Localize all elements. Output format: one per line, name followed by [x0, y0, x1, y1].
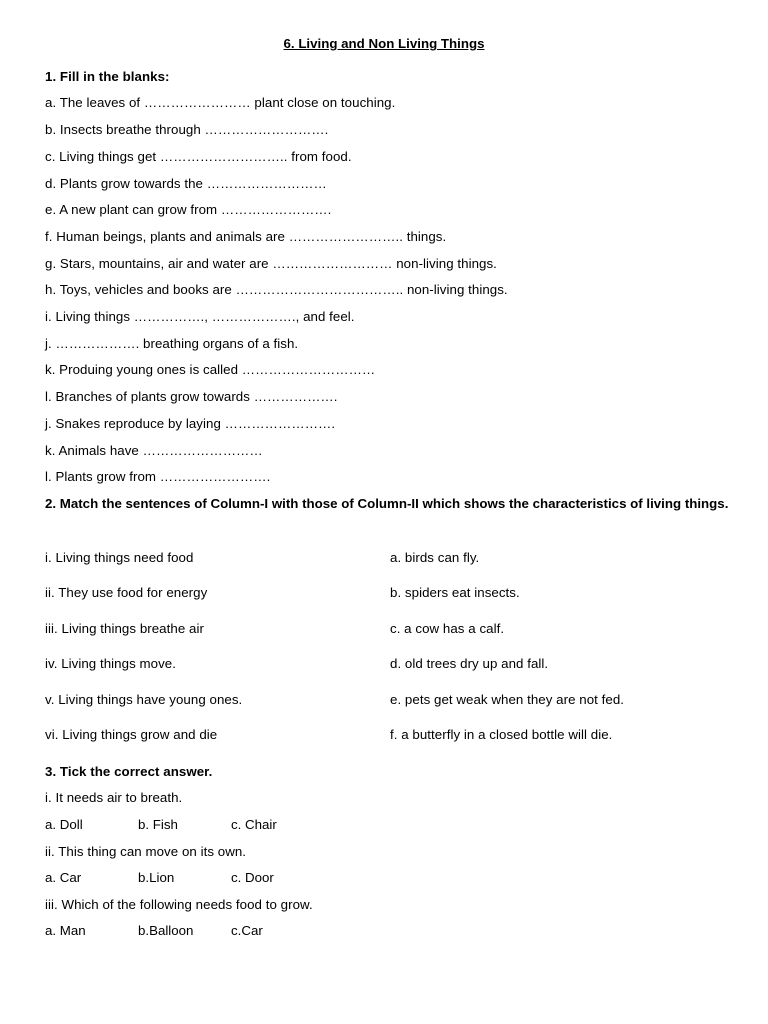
- section-2-heading: 2. Match the sentences of Column-I with those of Column-II which shows the characteristics of living things.: [45, 496, 729, 511]
- column-2-item: b. spiders eat insects.: [390, 585, 520, 600]
- column-1-item: ii. They use food for energy: [45, 585, 208, 600]
- blank-item: k. Animals have ………………………: [45, 443, 263, 458]
- answer-option[interactable]: b. Fish: [138, 817, 178, 832]
- column-1-item: iv. Living things move.: [45, 656, 176, 671]
- blank-item: l. Plants grow from …………………….: [45, 469, 271, 484]
- column-1-item: vi. Living things grow and die: [45, 727, 218, 742]
- column-2-item: e. pets get weak when they are not fed.: [390, 692, 625, 707]
- blank-item: i. Living things ……………., ………………., and feel.: [45, 309, 355, 324]
- blank-item: k. Produing young ones is called …………………………: [45, 362, 376, 377]
- blank-item: g. Stars, mountains, air and water are ……………………… non-living things.: [45, 256, 497, 271]
- blank-item: f. Human beings, plants and animals are …………………….. things.: [45, 229, 447, 244]
- blank-item: c. Living things get ……………………….. from food.: [45, 149, 352, 164]
- blank-item: h. Toys, vehicles and books are ……………………………….. non-living things.: [45, 282, 508, 297]
- column-2-item: d. old trees dry up and fall.: [390, 656, 549, 671]
- blank-item: b. Insects breathe through ……………………….: [45, 122, 329, 137]
- blank-item: j. Snakes reproduce by laying …………………….: [45, 416, 336, 431]
- column-1-item: i. Living things need food: [45, 550, 194, 565]
- blank-item: d. Plants grow towards the ………………………: [45, 176, 327, 191]
- question-text: iii. Which of the following needs food to grow.: [45, 897, 313, 912]
- column-2-item: f. a butterfly in a closed bottle will die.: [390, 727, 613, 742]
- answer-option[interactable]: c. Chair: [231, 817, 277, 832]
- answer-option[interactable]: c. Door: [231, 870, 274, 885]
- column-1-item: v. Living things have young ones.: [45, 692, 243, 707]
- answer-option[interactable]: a. Car: [45, 870, 82, 885]
- answer-option[interactable]: a. Doll: [45, 817, 83, 832]
- blank-item: a. The leaves of …………………… plant close on touching.: [45, 95, 396, 110]
- blank-item: j. ………………. breathing organs of a fish.: [45, 336, 299, 351]
- column-2-item: a. birds can fly.: [390, 550, 480, 565]
- column-2-item: c. a cow has a calf.: [390, 621, 505, 636]
- blank-item: e. A new plant can grow from …………………….: [45, 202, 332, 217]
- answer-option[interactable]: c.Car: [231, 923, 263, 938]
- answer-option[interactable]: a. Man: [45, 923, 86, 938]
- section-3-heading: 3. Tick the correct answer.: [45, 764, 213, 779]
- column-1-item: iii. Living things breathe air: [45, 621, 204, 636]
- answer-option[interactable]: b.Balloon: [138, 923, 194, 938]
- blank-item: l. Branches of plants grow towards ……………….: [45, 389, 338, 404]
- answer-option[interactable]: b.Lion: [138, 870, 175, 885]
- question-text: ii. This thing can move on its own.: [45, 844, 247, 859]
- question-text: i. It needs air to breath.: [45, 790, 183, 805]
- page-title: 6. Living and Non Living Things: [283, 36, 485, 51]
- section-1-heading: 1. Fill in the blanks:: [45, 69, 170, 84]
